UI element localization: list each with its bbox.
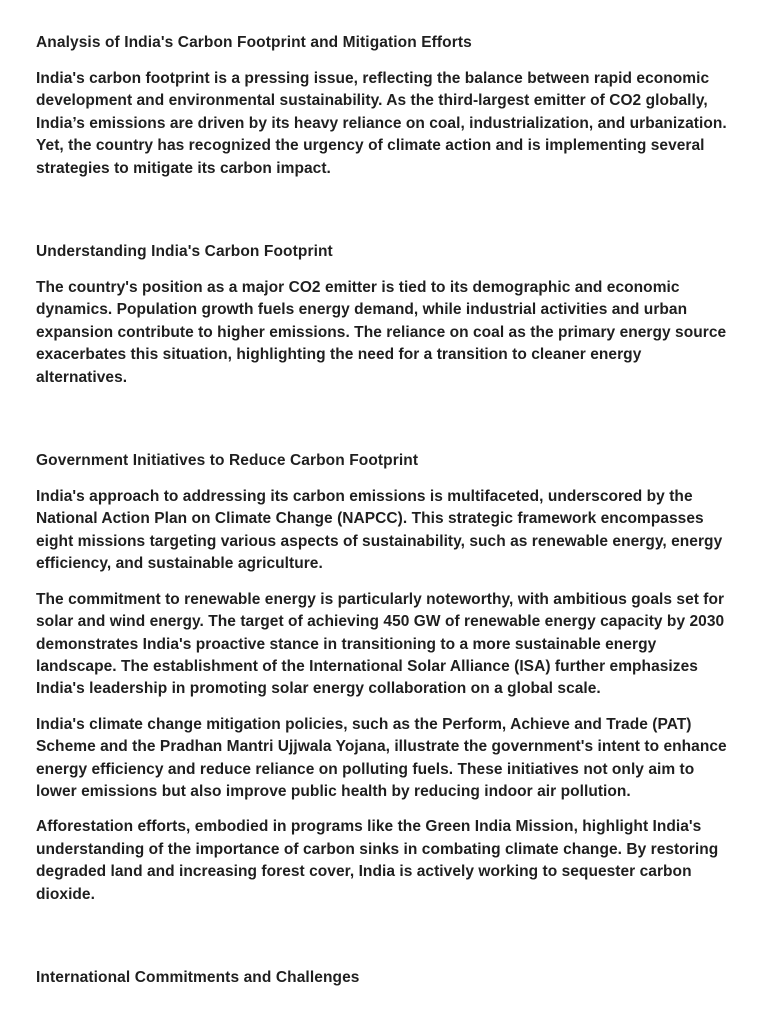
paragraph-afforestation: Afforestation efforts, embodied in programs like the Green India Mission, highlight India's understanding of the importance of carbon sinks in combating climate change. By restoring degraded land and increasing forest cover, India is actively working to sequester carbon dioxide. (36, 818, 719, 903)
section-heading-government: Government Initiatives to Reduce Carbon Footprint (36, 452, 419, 470)
section-spacer (36, 402, 736, 450)
section-heading-understanding: Understanding India's Carbon Footprint (36, 243, 333, 261)
intro-paragraph: India's carbon footprint is a pressing issue, reflecting the balance between rapid economic development and environmental sustainability. As the third-largest emitter of CO2 globally, India’s emissions are driven by its heavy reliance on coal, industrialization, and urbanization. Yet, the country has recognized the urgency of climate action and is implementing several strategies to mitigate its carbon impact. (36, 70, 727, 177)
paragraph-understanding: The country's position as a major CO2 emitter is tied to its demographic and economic dynamics. Population growth fuels energy demand, while industrial activities and urban expansion contribute to higher emissions. The reliance on coal as the primary energy source exacerbates this situation, highlighting the need for a transition to cleaner energy alternatives. (36, 279, 727, 386)
section-spacer (36, 193, 736, 241)
section-heading-international: International Commitments and Challenges (36, 968, 360, 986)
section-spacer (36, 919, 736, 967)
paragraph-renewable: The commitment to renewable energy is particularly noteworthy, with ambitious goals set for solar and wind energy. The target of achieving 450 GW of renewable energy capacity by 2030 demonstrates India's proactive stance in transitioning to a more sustainable energy landscape. The establishment of the International Solar Alliance (ISA) further emphasizes India's leadership in promoting solar energy collaboration on a global scale. (36, 590, 725, 698)
paragraph-policies: India's climate change mitigation policies, such as the Perform, Achieve and Trade (PAT) Scheme and the Pradhan Mantri Ujjwala Yojana, illustrate the government's intent to enhance energy efficiency and reduce reliance on polluting fuels. These initiatives not only aim to lower emissions but also improve public health by reducing indoor air pollution. (36, 715, 727, 800)
paragraph-napcc: India's approach to addressing its carbon emissions is multifaceted, underscored by the National Action Plan on Climate Change (NAPCC). This strategic framework encompasses eight missions targeting various aspects of sustainability, such as renewable energy, energy efficiency, and sustainable agriculture. (36, 488, 723, 573)
document-title: Analysis of India's Carbon Footprint and Mitigation Efforts (36, 34, 472, 51)
document-page (36, 32, 736, 1003)
